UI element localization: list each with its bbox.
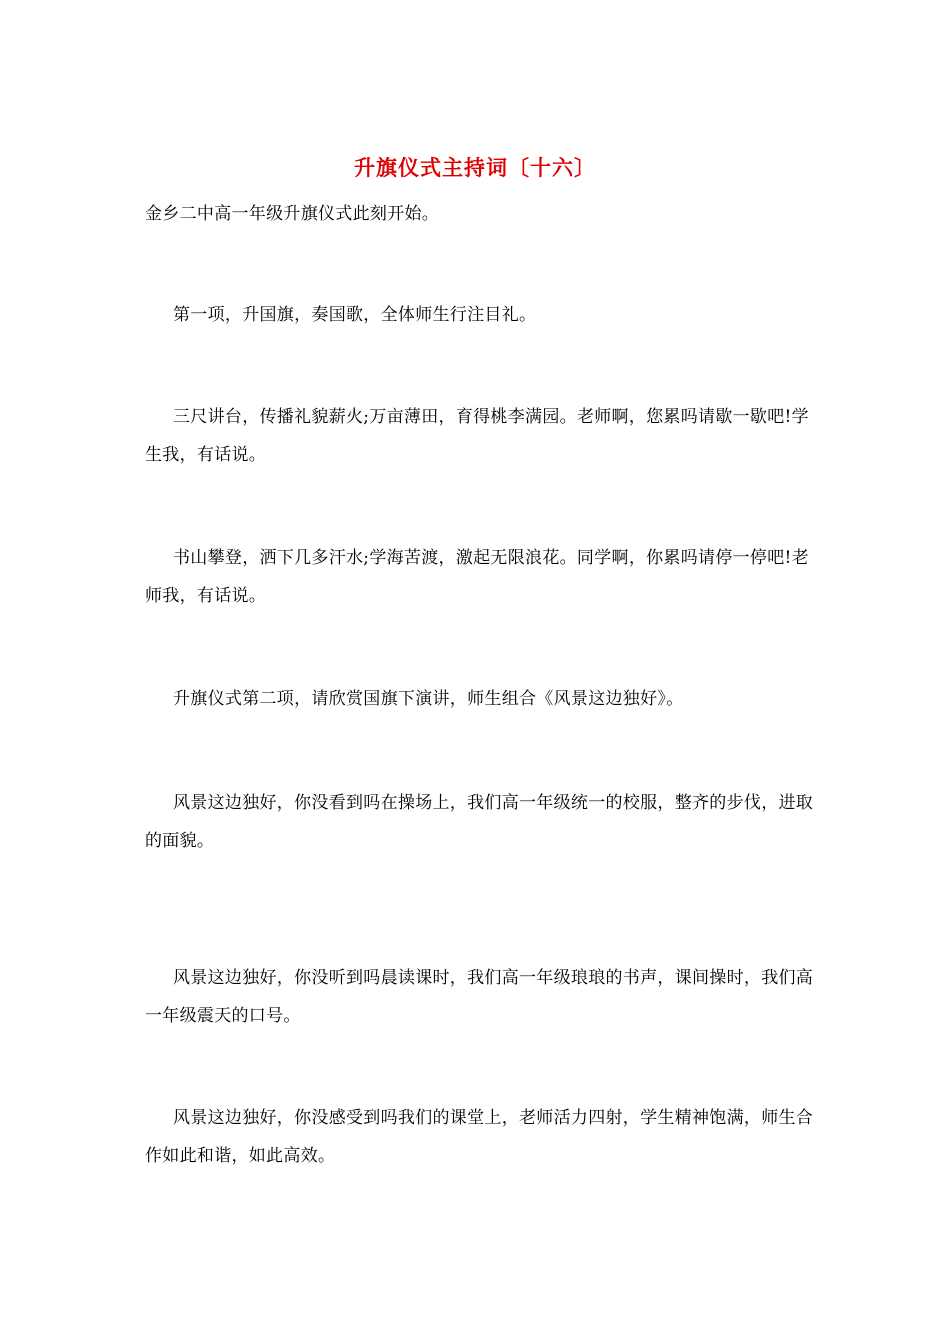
document-title: 升旗仪式主持词〔十六〕: [354, 155, 596, 180]
paragraph-4: 书山攀登，洒下几多汗水;学海苦渡，激起无限浪花。同学啊，你累吗请停一停吧!老师我，有话说。: [145, 548, 809, 606]
paragraph-7: 风景这边独好，你没听到吗晨读课时，我们高一年级琅琅的书声，课间操时，我们高一年级震天的口号。: [145, 968, 814, 1026]
paragraph-5: 升旗仪式第二项，请欣赏国旗下演讲，师生组合《风景这边独好》。: [173, 689, 684, 709]
paragraph-8: 风景这边独好，你没感受到吗我们的课堂上，老师活力四射，学生精神饱满，师生合作如此和谐，如此高效。: [145, 1108, 814, 1166]
paragraph-6: 风景这边独好，你没看到吗在操场上，我们高一年级统一的校服，整齐的步伐，进取的面貌。: [145, 793, 814, 851]
paragraph-3: 三尺讲台，传播礼貌薪火;万亩薄田，育得桃李满园。老师啊，您累吗请歇一歇吧!学生我，有话说。: [145, 407, 809, 465]
paragraph-1: 金乡二中高一年级升旗仪式此刻开始。: [145, 204, 440, 224]
paragraph-2: 第一项，升国旗，奏国歌，全体师生行注目礼。: [173, 305, 537, 325]
